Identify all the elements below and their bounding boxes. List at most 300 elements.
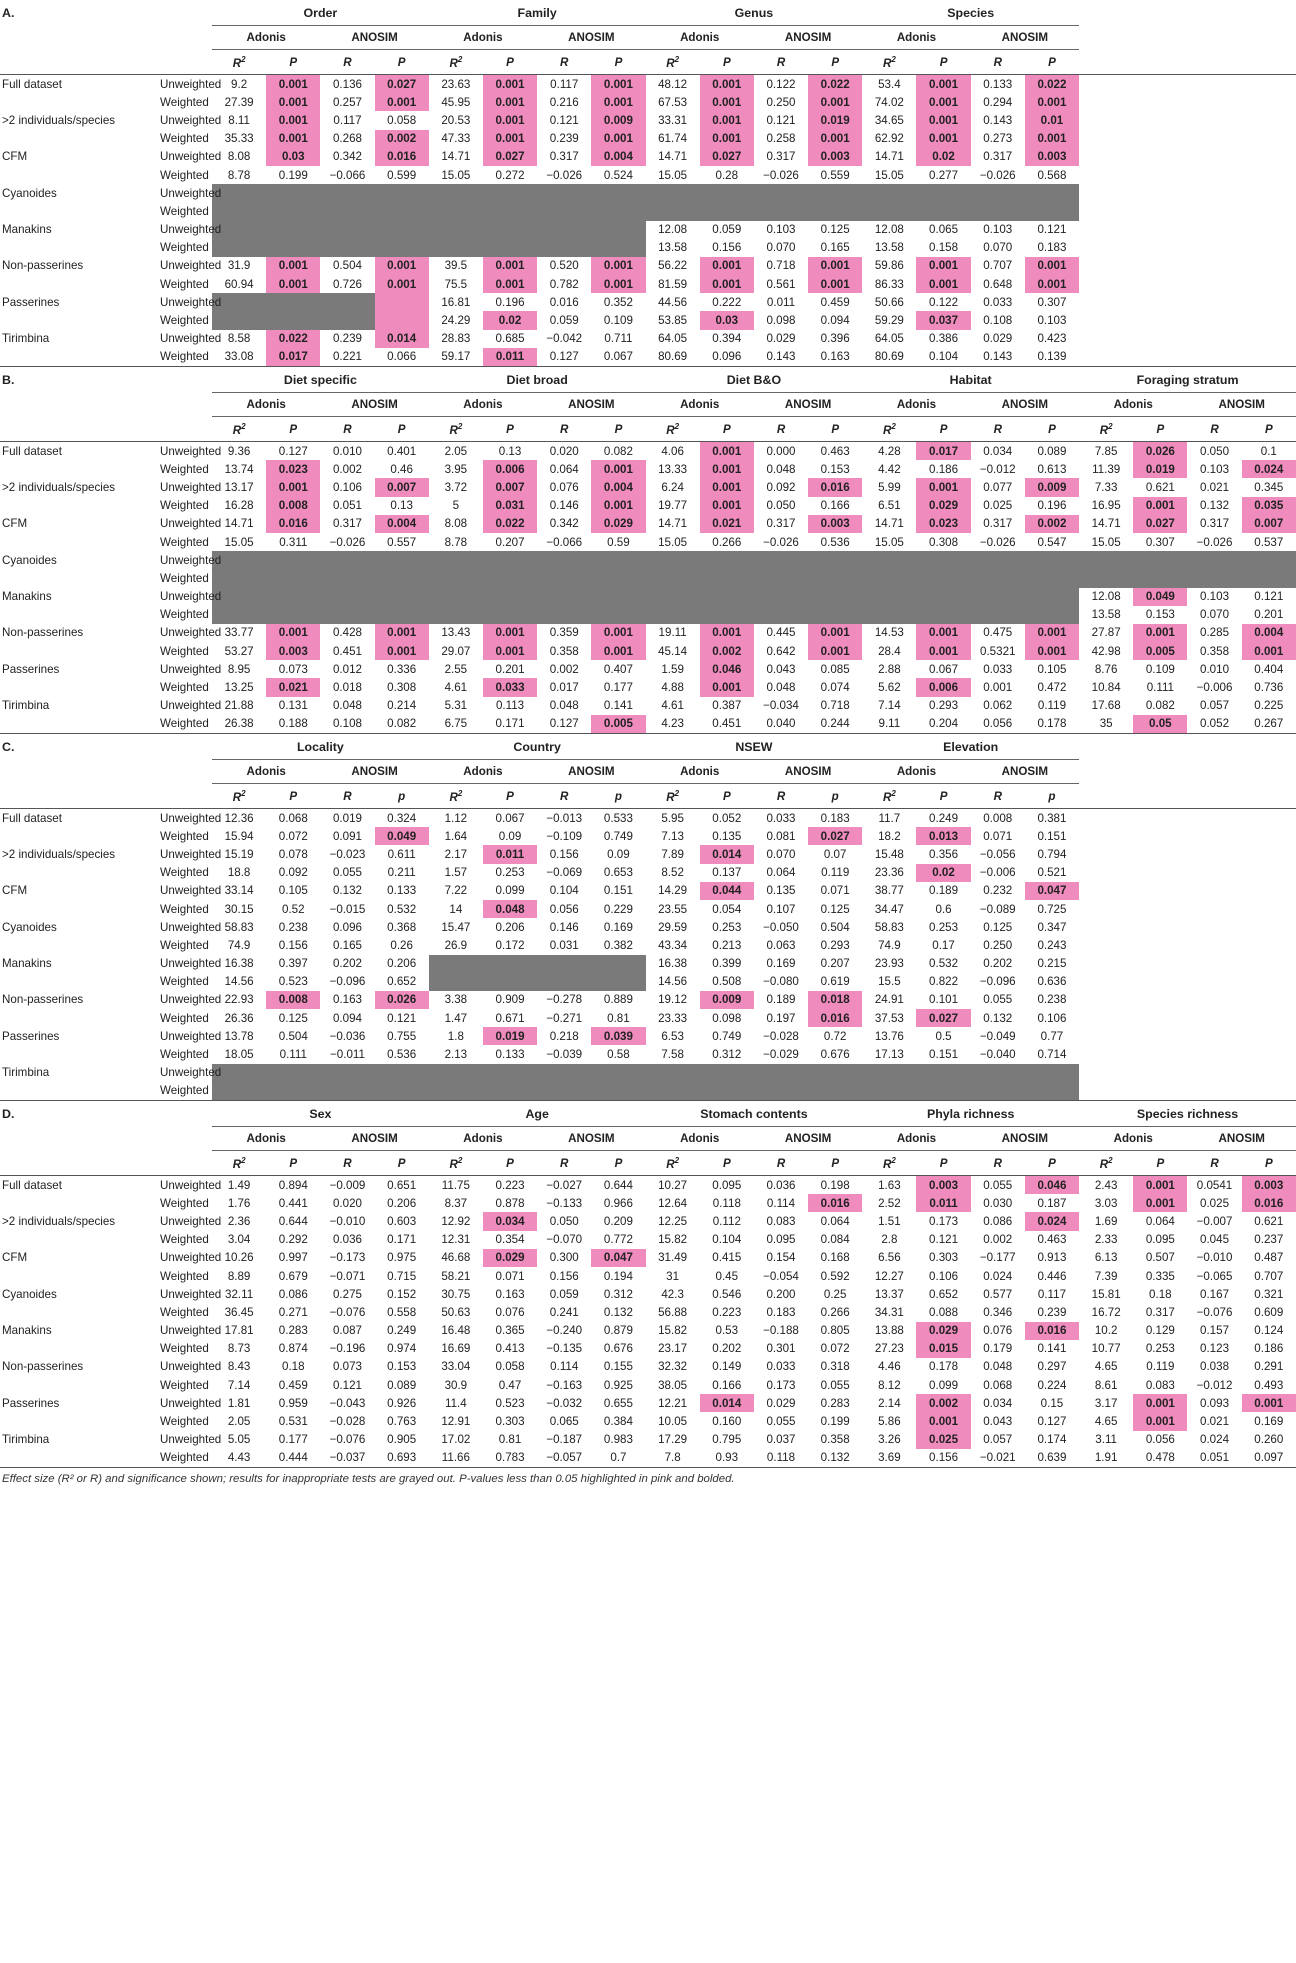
value-cell: 0.029 xyxy=(591,515,645,533)
adonis-header: Adonis xyxy=(1079,393,1187,417)
value-cell: 17.02 xyxy=(441,1433,471,1447)
value-cell: 53.4 xyxy=(862,75,916,94)
value-cell: 0.137 xyxy=(712,866,742,880)
value-cell: 0.169 xyxy=(1254,1415,1284,1429)
value-cell: 0.711 xyxy=(604,332,633,346)
group-header: Family xyxy=(429,0,646,26)
value-cell: 0.166 xyxy=(712,1378,742,1392)
value-cell: 0.073 xyxy=(332,1360,362,1374)
empty-cell xyxy=(1187,973,1241,991)
table-row xyxy=(0,918,1296,936)
value-cell: 0.016 xyxy=(375,148,429,166)
value-cell: 0.03 xyxy=(700,311,754,329)
p-header: P xyxy=(397,422,406,436)
value-cell: 0.983 xyxy=(603,1433,633,1447)
p-header: P xyxy=(939,1156,948,1170)
anosim-header: ANOSIM xyxy=(320,393,428,417)
empty-cell xyxy=(1079,1009,1133,1027)
value-cell: 2.8 xyxy=(881,1233,898,1247)
value-cell: 0.132 xyxy=(1200,499,1230,513)
value-cell: 0.001 xyxy=(483,111,537,129)
value-cell: 42.98 xyxy=(1091,644,1121,658)
value-cell: 26.9 xyxy=(444,938,468,952)
value-cell: 0.01 xyxy=(1025,111,1079,129)
value-cell: −0.076 xyxy=(329,1433,366,1447)
value-cell: 0.312 xyxy=(603,1287,633,1301)
value-cell: 9.11 xyxy=(862,715,916,734)
empty-cell xyxy=(1079,882,1133,900)
value-cell: 29.59 xyxy=(658,920,688,934)
value-cell: 0.163 xyxy=(332,993,362,1007)
empty-cell xyxy=(1133,166,1187,184)
value-cell: 8.89 xyxy=(227,1269,251,1283)
r-header: R xyxy=(560,422,569,436)
value-cell: 7.39 xyxy=(1094,1269,1118,1283)
value-cell: 0.715 xyxy=(387,1269,417,1283)
empty-cell xyxy=(1079,760,1133,784)
row-subset: Non-passerines xyxy=(2,1360,84,1374)
empty-cell xyxy=(1187,111,1241,129)
value-cell: 0.718 xyxy=(766,259,796,273)
value-cell: 26.38 xyxy=(212,715,266,734)
grayed-out-cell xyxy=(212,311,375,329)
value-cell: 0.055 xyxy=(983,993,1013,1007)
table-row xyxy=(0,845,1296,863)
value-cell: −0.196 xyxy=(329,1342,366,1356)
value-cell: 21.88 xyxy=(224,699,254,713)
value-cell: 0.105 xyxy=(1037,662,1067,676)
empty-cell xyxy=(1187,784,1241,809)
value-cell: 12.91 xyxy=(441,1415,471,1429)
table-row xyxy=(0,1045,1296,1063)
value-cell: 0.46 xyxy=(390,462,413,476)
value-cell: 0.347 xyxy=(1037,920,1067,934)
group-header: Genus xyxy=(646,0,863,26)
value-cell: 0.189 xyxy=(766,993,796,1007)
value-cell: 0.292 xyxy=(278,1233,308,1247)
value-cell: 0.003 xyxy=(916,1176,970,1195)
table-row xyxy=(0,1340,1296,1358)
value-cell: 6.75 xyxy=(429,715,483,734)
value-cell: 0.216 xyxy=(549,95,579,109)
value-cell: 0.095 xyxy=(1145,1233,1175,1247)
value-cell: 17.81 xyxy=(224,1324,254,1338)
value-cell: 0.444 xyxy=(266,1449,320,1468)
value-cell: 0.5 xyxy=(935,1029,952,1043)
value-cell: 0.057 xyxy=(1200,699,1230,713)
row-weighting: Unweighted xyxy=(160,150,222,164)
grayed-out-cell xyxy=(212,588,1079,606)
value-cell: 0.017 xyxy=(916,442,970,461)
table-row xyxy=(0,827,1296,845)
value-cell: 0.001 xyxy=(483,275,537,293)
value-cell: −0.057 xyxy=(537,1449,591,1468)
value-cell: 0.599 xyxy=(387,168,417,182)
empty-cell xyxy=(1079,93,1133,111)
empty-cell xyxy=(1133,93,1187,111)
value-cell: −0.187 xyxy=(546,1433,583,1447)
value-cell: 0.143 xyxy=(983,113,1013,127)
row-weighting: Unweighted xyxy=(130,75,212,94)
value-cell: 80.69 xyxy=(646,348,700,367)
value-cell: 0.382 xyxy=(603,938,633,952)
value-cell: −0.006 xyxy=(979,866,1016,880)
value-cell: 13.74 xyxy=(224,462,254,476)
value-cell: 0.636 xyxy=(1037,975,1067,989)
empty-cell xyxy=(1079,973,1133,991)
value-cell: 0.685 xyxy=(495,332,525,346)
value-cell: 0.009 xyxy=(700,991,754,1009)
value-cell: −0.080 xyxy=(763,975,799,989)
value-cell: 0.001 xyxy=(916,75,970,94)
group-header: Order xyxy=(212,0,429,26)
value-cell: 10.2 xyxy=(1094,1324,1118,1338)
row-weighting: Unweighted xyxy=(160,847,222,861)
value-cell: 0.052 xyxy=(700,809,754,828)
value-cell: 0.001 xyxy=(591,93,645,111)
value-cell: 0.001 xyxy=(700,478,754,496)
row-subset: Passerines xyxy=(2,1029,60,1043)
value-cell: 9.2 xyxy=(212,75,266,94)
value-cell: 0.074 xyxy=(820,681,850,695)
r2-header: $R^2$ xyxy=(666,54,680,70)
empty-cell xyxy=(1079,991,1133,1009)
header-spacer xyxy=(130,1101,212,1127)
header-spacer xyxy=(130,0,212,26)
value-cell: 14.71 xyxy=(874,150,904,164)
value-cell: 0.047 xyxy=(591,1249,645,1267)
value-cell: 30.9 xyxy=(444,1378,468,1392)
value-cell: 0.169 xyxy=(603,920,633,934)
value-cell: 0.206 xyxy=(495,920,525,934)
value-cell: 80.69 xyxy=(862,348,916,367)
value-cell: 56.22 xyxy=(658,259,688,273)
value-cell: 0.707 xyxy=(1254,1269,1284,1283)
value-cell: 0.206 xyxy=(387,1196,417,1210)
row-subset xyxy=(0,569,130,587)
table-row xyxy=(0,239,1296,257)
value-cell: 0.076 xyxy=(983,1324,1013,1338)
row-weighting: Weighted xyxy=(160,571,209,585)
value-cell: 0.001 xyxy=(700,257,754,275)
value-cell: 0.001 xyxy=(916,93,970,111)
value-cell: 0.273 xyxy=(983,132,1013,146)
empty-cell xyxy=(1133,239,1187,257)
table-row xyxy=(0,1249,1296,1267)
value-cell: 0.365 xyxy=(495,1324,525,1338)
adonis-header: Adonis xyxy=(646,760,754,784)
value-cell: 0.317 xyxy=(1145,1305,1175,1319)
value-cell: 0.046 xyxy=(1025,1176,1079,1195)
value-cell: 0.671 xyxy=(495,1011,525,1025)
value-cell: 0.358 xyxy=(820,1433,850,1447)
empty-cell xyxy=(1187,734,1241,760)
value-cell: 4.61 xyxy=(661,699,684,713)
row-weighting: Unweighted xyxy=(160,553,222,567)
value-cell: 23.17 xyxy=(658,1342,688,1356)
value-cell: 0.119 xyxy=(821,866,850,880)
value-cell: 22.93 xyxy=(224,993,254,1007)
value-cell: 0.121 xyxy=(387,1011,417,1025)
value-cell: 0.156 xyxy=(549,1269,579,1283)
value-cell: 0.03 xyxy=(266,148,320,166)
value-cell: 1.76 xyxy=(227,1196,251,1210)
p-header: P xyxy=(289,1156,298,1170)
value-cell: 0.001 xyxy=(483,75,537,94)
value-cell: −0.034 xyxy=(763,699,799,713)
value-cell: 16.48 xyxy=(441,1324,471,1338)
value-cell: 0.133 xyxy=(387,884,417,898)
empty-cell xyxy=(1133,845,1187,863)
value-cell: 0.487 xyxy=(1254,1251,1284,1265)
value-cell: 0.493 xyxy=(1254,1378,1284,1392)
value-cell: 0.307 xyxy=(1037,295,1067,309)
value-cell: 0.253 xyxy=(1145,1342,1175,1356)
value-cell: 0.171 xyxy=(483,715,537,734)
header-spacer xyxy=(0,26,130,50)
value-cell: 0.317 xyxy=(1200,517,1230,531)
value-cell: 0.396 xyxy=(820,332,850,346)
p-header: P xyxy=(831,1156,840,1170)
value-cell: −0.037 xyxy=(320,1449,374,1468)
value-cell: 0.070 xyxy=(1200,608,1230,622)
adonis-header: Adonis xyxy=(212,26,320,50)
value-cell: 74.9 xyxy=(227,938,251,952)
value-cell: 0.125 xyxy=(820,223,850,237)
grayed-out-cell xyxy=(212,606,1079,624)
row-subset: Tirimbina xyxy=(2,332,50,346)
value-cell: 0.070 xyxy=(983,241,1013,255)
value-cell: −0.050 xyxy=(763,920,799,934)
value-cell: 0.153 xyxy=(387,1360,417,1374)
empty-cell xyxy=(1242,1009,1296,1027)
value-cell: 0.001 xyxy=(700,678,754,696)
value-cell: −0.026 xyxy=(763,168,799,182)
table-row xyxy=(0,1267,1296,1285)
value-cell: 0.141 xyxy=(1037,1342,1067,1356)
row-subset xyxy=(0,678,130,696)
value-cell: 0.005 xyxy=(591,715,645,734)
value-cell: 18.8 xyxy=(227,866,251,880)
value-cell: 0.001 xyxy=(266,93,320,111)
r2-header: $R^2$ xyxy=(232,421,246,437)
table-row xyxy=(0,588,1296,606)
value-cell: 0.136 xyxy=(320,75,374,94)
p-header: p xyxy=(1048,789,1056,803)
table-row xyxy=(0,257,1296,275)
row-weighting: Weighted xyxy=(160,866,209,880)
r-header: R xyxy=(776,422,786,436)
value-cell: 0.056 xyxy=(1145,1433,1175,1447)
value-cell: 0.002 xyxy=(375,130,429,148)
value-cell: 86.33 xyxy=(874,277,904,291)
value-cell: 0.308 xyxy=(387,681,417,695)
value-cell: 0.794 xyxy=(1037,847,1067,861)
value-cell: 0.173 xyxy=(929,1214,959,1228)
empty-cell xyxy=(1079,293,1133,311)
value-cell: 0.059 xyxy=(549,1287,579,1301)
value-cell: 0.324 xyxy=(375,809,429,828)
value-cell: 13.58 xyxy=(1091,608,1121,622)
empty-cell xyxy=(1242,955,1296,973)
value-cell: 3.04 xyxy=(227,1233,251,1247)
value-cell: 0.001 xyxy=(916,130,970,148)
empty-cell xyxy=(1079,221,1133,239)
value-cell: 0.272 xyxy=(495,168,525,182)
value-cell: 0.207 xyxy=(495,535,525,549)
section-label: B. xyxy=(0,367,130,393)
value-cell: 13.78 xyxy=(224,1029,254,1043)
value-cell: 0.178 xyxy=(929,1360,959,1374)
value-cell: 0.097 xyxy=(1242,1449,1296,1468)
empty-cell xyxy=(1187,1082,1241,1101)
value-cell: 74.9 xyxy=(878,938,901,952)
value-cell: 0.065 xyxy=(929,223,959,237)
value-cell: 0.783 xyxy=(483,1449,537,1468)
value-cell: 0.317 xyxy=(766,517,796,531)
value-cell: −0.069 xyxy=(546,866,583,880)
value-cell: 0.001 xyxy=(591,130,645,148)
value-cell: 0.186 xyxy=(929,462,959,476)
value-cell: 0.086 xyxy=(278,1287,308,1301)
value-cell: 0.011 xyxy=(766,295,796,309)
value-cell: 31.9 xyxy=(227,259,251,273)
value-cell: 15.82 xyxy=(658,1324,688,1338)
section-label: D. xyxy=(0,1101,130,1127)
r-header: R xyxy=(343,1156,352,1170)
p-header: P xyxy=(397,55,406,69)
empty-cell xyxy=(1133,0,1187,26)
value-cell: 38.05 xyxy=(658,1378,688,1392)
value-cell: 23.55 xyxy=(658,902,688,916)
value-cell: 0.016 xyxy=(1242,1194,1296,1212)
section-label: A. xyxy=(2,5,15,20)
value-cell xyxy=(375,293,429,311)
anosim-header: ANOSIM xyxy=(971,1127,1079,1151)
value-cell: 0.894 xyxy=(266,1176,320,1195)
value-cell: 31 xyxy=(666,1269,680,1283)
value-cell: 0.033 xyxy=(766,1360,796,1374)
value-cell: 0.001 xyxy=(916,1412,970,1430)
value-cell: 0.504 xyxy=(332,259,362,273)
anosim-header: ANOSIM xyxy=(971,760,1079,784)
value-cell: 1.69 xyxy=(1094,1214,1118,1228)
value-cell: 0.024 xyxy=(1025,1212,1079,1230)
group-header: Habitat xyxy=(862,367,1079,393)
value-cell: 34.31 xyxy=(874,1305,904,1319)
value-cell: 12.64 xyxy=(658,1196,688,1210)
adonis-header: Adonis xyxy=(429,1127,537,1151)
value-cell: 0.033 xyxy=(983,662,1013,676)
value-cell: 0.676 xyxy=(820,1048,850,1062)
value-cell: 0.004 xyxy=(591,478,645,496)
empty-cell xyxy=(1079,348,1133,367)
anosim-header: ANOSIM xyxy=(320,1127,428,1151)
value-cell: 0.132 xyxy=(603,1305,633,1319)
value-cell: 0.001 xyxy=(375,642,429,660)
value-cell: 15.05 xyxy=(874,168,904,182)
value-cell: −0.173 xyxy=(329,1251,366,1265)
value-cell: 0.011 xyxy=(483,348,537,367)
value-cell: 4.88 xyxy=(661,681,684,695)
row-subset xyxy=(0,1412,130,1430)
empty-cell xyxy=(1133,882,1187,900)
value-cell: 0.478 xyxy=(1133,1449,1187,1468)
value-cell: 0.214 xyxy=(387,699,417,713)
value-cell: 0.358 xyxy=(549,644,579,658)
value-cell: −0.278 xyxy=(546,993,583,1007)
value-cell: 14.56 xyxy=(224,975,254,989)
value-cell: 0.09 xyxy=(607,847,630,861)
value-cell: 0.459 xyxy=(820,295,850,309)
header-spacer xyxy=(130,367,212,393)
header-spacer xyxy=(130,784,212,809)
value-cell: 0.001 xyxy=(1133,497,1187,515)
empty-cell xyxy=(1133,827,1187,845)
value-cell: 0.15 xyxy=(1040,1396,1064,1410)
value-cell: 0.387 xyxy=(712,699,742,713)
value-cell: 1.57 xyxy=(444,866,468,880)
value-cell: 0.055 xyxy=(332,866,362,880)
value-cell: 0.001 xyxy=(700,497,754,515)
value-cell: 17.68 xyxy=(1091,699,1121,713)
value-cell: 0.001 xyxy=(916,642,970,660)
row-weighting: Weighted xyxy=(160,644,209,658)
stat-header-row xyxy=(0,50,1296,75)
value-cell: 0.143 xyxy=(971,348,1025,367)
table-row xyxy=(0,1194,1296,1212)
value-cell: 0.188 xyxy=(266,715,320,734)
value-cell: 0.132 xyxy=(808,1449,862,1468)
section-header-row xyxy=(0,734,1296,760)
value-cell: 0.202 xyxy=(712,1342,742,1356)
value-cell: 0.033 xyxy=(754,809,808,828)
value-cell: 0.001 xyxy=(1025,130,1079,148)
value-cell: 27.23 xyxy=(874,1342,904,1356)
value-cell: 0.001 xyxy=(700,275,754,293)
value-cell: 13.17 xyxy=(224,480,254,494)
value-cell: 0.655 xyxy=(603,1396,633,1410)
value-cell: 0.173 xyxy=(766,1378,796,1392)
value-cell: 0.001 xyxy=(483,93,537,111)
value-cell: 0.014 xyxy=(700,1394,754,1412)
value-cell: 61.74 xyxy=(658,132,688,146)
empty-cell xyxy=(1242,148,1296,166)
value-cell: 15.05 xyxy=(658,535,688,549)
empty-cell xyxy=(1242,991,1296,1009)
value-cell: 0.336 xyxy=(387,662,417,676)
value-cell: 0.141 xyxy=(603,699,633,713)
value-cell: 8.08 xyxy=(444,517,468,531)
value-cell: 0.129 xyxy=(1145,1324,1175,1338)
value-cell: 0.250 xyxy=(766,95,796,109)
empty-cell xyxy=(1187,882,1241,900)
value-cell: 0.547 xyxy=(1037,535,1067,549)
row-subset: Full dataset xyxy=(0,1176,130,1195)
row-subset xyxy=(0,202,130,220)
value-cell: 0.001 xyxy=(266,257,320,275)
value-cell: 27.87 xyxy=(1091,626,1121,640)
value-cell: 0.275 xyxy=(332,1287,362,1301)
value-cell: 0.354 xyxy=(495,1233,525,1247)
value-cell: 0.772 xyxy=(603,1233,633,1247)
table-row xyxy=(0,330,1296,348)
value-cell: 0.342 xyxy=(549,517,579,531)
value-cell: 11.7 xyxy=(862,809,916,828)
value-cell: 0.09 xyxy=(498,829,522,843)
value-cell: 0.067 xyxy=(483,809,537,828)
value-cell: 0.056 xyxy=(549,902,579,916)
